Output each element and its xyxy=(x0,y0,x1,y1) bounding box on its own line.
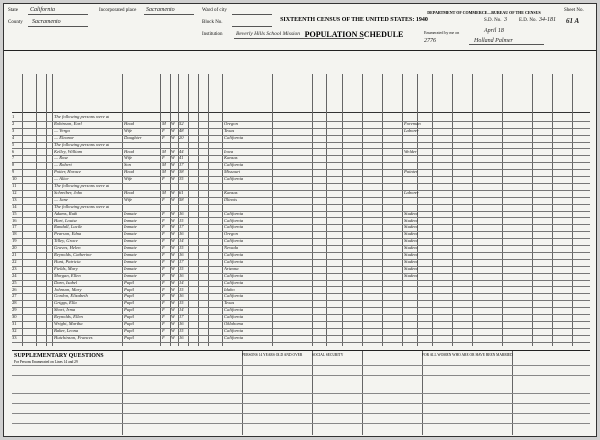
sex: F xyxy=(162,210,165,216)
age: 16 xyxy=(179,321,184,326)
supplementary-questions xyxy=(12,350,590,435)
sex: F xyxy=(162,334,165,340)
person-name: The following persons were at xyxy=(54,141,110,147)
birthplace: California xyxy=(224,279,244,285)
person-name: Hutchinson, Frances xyxy=(54,334,93,340)
row-line-number: 11 xyxy=(12,183,17,188)
person-name: Pearson, Edna xyxy=(54,231,82,237)
relationship: Pupil xyxy=(124,293,134,299)
relationship: Wife xyxy=(124,176,133,182)
age: 15 xyxy=(179,286,184,292)
person-name: — Jane xyxy=(54,196,68,202)
sex: M xyxy=(162,169,166,175)
age: 15 xyxy=(179,245,184,251)
population-table xyxy=(12,74,590,346)
enum-label: S.D. No. xyxy=(484,18,502,23)
ed-label: E.D. No. xyxy=(519,18,537,23)
relationship: Wife xyxy=(124,155,133,161)
relationship: Daughter xyxy=(124,134,142,140)
relationship: Wife xyxy=(124,196,133,202)
relationship: Inmate xyxy=(124,272,137,278)
birthplace: Oklahoma xyxy=(224,321,244,326)
person-name: Reynolds, Catherine xyxy=(54,252,92,257)
race: W xyxy=(171,134,175,140)
race: W xyxy=(171,307,175,313)
person-name: — Alice xyxy=(54,176,69,182)
table-row xyxy=(12,293,590,300)
row-line-number: 28 xyxy=(12,300,17,306)
birthplace: Idaho xyxy=(224,286,235,292)
sex: F xyxy=(162,300,165,306)
table-row xyxy=(12,224,590,231)
sex: F xyxy=(162,217,165,223)
person-name: Fields, Mary xyxy=(54,265,78,271)
sheet-label: Sheet No. xyxy=(564,8,584,13)
person-name: Hunt, Patricia xyxy=(54,258,81,264)
person-name: — Rose xyxy=(54,155,69,161)
sex: F xyxy=(162,196,165,202)
race: W xyxy=(171,321,175,326)
row-line-number: 4 xyxy=(12,134,15,140)
sex: F xyxy=(162,307,165,313)
city-label: Incorporated place xyxy=(99,8,137,13)
row-line-number: 14 xyxy=(12,203,17,209)
row-line-number: 26 xyxy=(12,286,17,292)
relationship: Pupil xyxy=(124,300,134,306)
birthplace: California xyxy=(224,162,244,168)
race: W xyxy=(171,217,175,223)
occupation: Foreman xyxy=(404,120,421,126)
enum-value: 3 xyxy=(504,17,507,23)
age: 17 xyxy=(179,162,184,168)
race: W xyxy=(171,189,175,195)
schedule-title: POPULATION SCHEDULE xyxy=(304,30,404,39)
birthplace: California xyxy=(224,327,244,333)
row-line-number: 6 xyxy=(12,148,15,154)
sex: F xyxy=(162,272,165,278)
relationship: Inmate xyxy=(124,224,137,230)
sheet-value: 61 A xyxy=(566,17,580,25)
age: 35 xyxy=(179,176,184,182)
birthplace: Kansas xyxy=(224,189,238,195)
relationship: Pupil xyxy=(124,286,134,292)
person-name: Gordon, Elizabeth xyxy=(54,293,88,299)
table-row xyxy=(12,335,590,342)
age: 41 xyxy=(179,155,184,161)
birthplace: California xyxy=(224,334,244,340)
occupation: Welder xyxy=(404,148,417,154)
table-row xyxy=(12,238,590,245)
state-label: State xyxy=(8,8,18,13)
person-name: Darn, Isabel xyxy=(54,279,78,285)
sex: F xyxy=(162,314,165,320)
row-line-number: 3 xyxy=(12,127,15,133)
supplementary-subtitle: For Persons Enumerated on Lines 14 and 29 xyxy=(14,360,78,364)
table-row xyxy=(12,259,590,266)
sex: F xyxy=(162,176,165,182)
birthplace: California xyxy=(224,258,244,264)
birthplace: Missouri xyxy=(224,169,241,175)
enum-date: April 18 xyxy=(484,28,504,34)
race: W xyxy=(171,169,175,175)
birthplace: California xyxy=(224,307,244,313)
table-row xyxy=(12,307,590,314)
relationship: Son xyxy=(124,162,131,168)
census-sheet: State California County Sacramento Incorporated place Sacramento Ward of city Block No. Institution Beverly Hills School Mission DEPARTMENT OF COMMERCE—BUREAU OF THE CENSUS SIXTEENTH CENSUS OF THE UNITED STATES: 1940 POPULATION SCHEDULE S.D. No. 3 E.D. No. 34-181 Sheet No. 61 A Enumerated by me on April 18 Holland Palmer 2776 1 The following persons were at 2 Robinson, Earl Head M W 52 Oregon Foreman 3 — Verga Wife F W 48 Texas Laborer 4 — Eleanor Daughter F W 20 California 5 The following persons were at 6 Kelley, William Head M W 44 Iowa Welder 7 — Rose Wife F W 41 Kansas 8 — Robert Son M W 17 California 9 Potter, Horace Head M W 38 Missouri Painter 10 — Alice Wife F W 35 California 11 The following persons were at 12 Schreiber, John Head M W 61 Kansas Laborer 13 — Jane Wife F W 58 Illinois 14 The following persons were at 15 Adams, Ruth Inmate F W 16 California Student 16 Hart, Louise Inmate F W 15 California Student 17 Randall, Lucile Inmate F W 17 California Student 18 Pearson, Edna Inmate F W 16 Oregon Student 19 Tilley, Grace Inmate F W 14 California Student 20 Graves, Helen Inmate F W 15 Nevada Student 21 Reynolds, Catherine Inmate F W 16 California Student 22 Hunt, Patricia Inmate F W 17 California Student 23 Fields, Mary Inmate F W 15 Arizona Student 24 Morgan, Ellen Inmate F W 16 California Student 25 Darn, Isabel Pupil F W 14 California 26 Johnson, Mary Pupil F W 15 Idaho 27 Gordon, Elizabeth Pupil F W 16 California 28 Griggs, Ella Pupil F W 15 Texas 29 Short, Irma Pupil F W 14 California 30 Reynolds, Ellen Pupil F W 17 California 31 Wright, Martha Pupil F W 16 Oklahoma 32 Baker, Leona Pupil F W 15 California 33 Hutchinson, Frances Pupil F W 16 California SUPPLEMENTARY QUESTIONS For Persons Enumerated on Lines 14 and 29 PERSONS 14 YEARS OLD AND OVER FOR ALL WOMEN WHO ARE OR HAVE BEEN MARRIED SOCIAL SECURITY xyxy=(3,3,597,437)
person-name: Hart, Louise xyxy=(54,217,78,223)
sex: F xyxy=(162,252,165,257)
table-row xyxy=(12,266,590,273)
race: W xyxy=(171,155,175,161)
sex: F xyxy=(162,224,165,230)
row-line-number: 18 xyxy=(12,231,17,237)
birthplace: California xyxy=(224,252,244,257)
city-value: Sacramento xyxy=(146,7,175,13)
age: 16 xyxy=(179,252,184,257)
row-line-number: 10 xyxy=(12,176,17,182)
institution-value: Beverly Hills School Mission xyxy=(236,31,301,37)
table-row xyxy=(12,183,590,190)
birthplace: California xyxy=(224,176,244,182)
sex: F xyxy=(162,155,165,161)
table-row xyxy=(12,190,590,197)
occupation: Student xyxy=(404,217,418,223)
sex: M xyxy=(162,120,166,126)
table-row xyxy=(12,197,590,204)
relationship: Inmate xyxy=(124,238,137,244)
birthplace: California xyxy=(224,293,244,299)
occupation: Student xyxy=(404,210,418,216)
person-name: — Verga xyxy=(54,127,70,133)
age: 17 xyxy=(179,314,184,320)
row-line-number: 23 xyxy=(12,265,17,271)
person-name: The following persons were at xyxy=(54,114,110,119)
table-row xyxy=(12,169,590,176)
sex: F xyxy=(162,231,165,237)
person-name: Johnson, Mary xyxy=(54,286,82,292)
race: W xyxy=(171,231,175,237)
race: W xyxy=(171,245,175,251)
sex: F xyxy=(162,286,165,292)
relationship: Inmate xyxy=(124,210,137,216)
person-name: Baker, Leona xyxy=(54,327,79,333)
birthplace: Nevada xyxy=(224,245,239,251)
row-line-number: 27 xyxy=(12,293,17,299)
table-row xyxy=(12,114,590,121)
ed-value: 34-181 xyxy=(539,17,556,23)
sex: F xyxy=(162,127,165,133)
relationship: Inmate xyxy=(124,258,137,264)
race: W xyxy=(171,314,175,320)
ward-label: Ward of city xyxy=(202,8,227,13)
person-name: Graves, Helen xyxy=(54,245,81,251)
table-row xyxy=(12,314,590,321)
sex: F xyxy=(162,238,165,244)
table-row xyxy=(12,176,590,183)
relationship: Pupil xyxy=(124,279,134,285)
census-title: SIXTEENTH CENSUS OF THE UNITED STATES: 1940 xyxy=(280,17,428,23)
race: W xyxy=(171,265,175,271)
age: 14 xyxy=(179,307,184,313)
row-line-number: 22 xyxy=(12,258,17,264)
row-line-number: 32 xyxy=(12,327,17,333)
relationship: Inmate xyxy=(124,245,137,251)
row-line-number: 19 xyxy=(12,238,17,244)
person-name: Griggs, Ella xyxy=(54,300,77,306)
age: 16 xyxy=(179,334,184,340)
race: W xyxy=(171,327,175,333)
sex: M xyxy=(162,162,166,168)
table-row xyxy=(12,300,590,307)
relationship: Inmate xyxy=(124,252,137,257)
person-name: The following persons were at xyxy=(54,203,110,209)
supp-section-3: SOCIAL SECURITY xyxy=(312,353,344,357)
race: W xyxy=(171,279,175,285)
sex: F xyxy=(162,265,165,271)
row-line-number: 13 xyxy=(12,196,17,202)
age: 16 xyxy=(179,231,184,237)
person-name: Wright, Martha xyxy=(54,321,83,326)
relationship: Wife xyxy=(124,127,133,133)
person-name: Morgan, Ellen xyxy=(54,272,81,278)
table-row xyxy=(12,128,590,135)
table-row xyxy=(12,245,590,252)
birthplace: Texas xyxy=(224,300,235,306)
occupation: Student xyxy=(404,245,418,251)
person-name: Randall, Lucile xyxy=(54,224,83,230)
relationship: Head xyxy=(124,120,134,126)
race: W xyxy=(171,196,175,202)
sex: F xyxy=(162,327,165,333)
sex: F xyxy=(162,321,165,326)
age: 58 xyxy=(179,196,184,202)
relationship: Head xyxy=(124,169,134,175)
occupation: Laborer xyxy=(404,127,419,133)
birthplace: California xyxy=(224,272,244,278)
row-line-number: 24 xyxy=(12,272,17,278)
birthplace: Oregon xyxy=(224,231,238,237)
table-row xyxy=(12,280,590,287)
row-line-number: 9 xyxy=(12,169,15,175)
relationship: Inmate xyxy=(124,217,137,223)
occupation: Student xyxy=(404,272,418,278)
age: 14 xyxy=(179,238,184,244)
person-name: Adams, Ruth xyxy=(54,210,78,216)
age: 15 xyxy=(179,217,184,223)
table-row xyxy=(12,204,590,211)
table-row xyxy=(12,218,590,225)
person-name: Schreiber, John xyxy=(54,189,83,195)
row-line-number: 25 xyxy=(12,279,17,285)
birthplace: California xyxy=(224,314,244,320)
person-name: — Eleanor xyxy=(54,134,75,140)
row-line-number: 30 xyxy=(12,314,17,320)
block-label: Block No. xyxy=(202,20,223,25)
race: W xyxy=(171,210,175,216)
table-row xyxy=(12,142,590,149)
birthplace: Oregon xyxy=(224,120,238,126)
race: W xyxy=(171,300,175,306)
row-line-number: 1 xyxy=(12,114,15,119)
age: 38 xyxy=(179,169,184,175)
age: 61 xyxy=(179,189,184,195)
age: 17 xyxy=(179,258,184,264)
county-label: County xyxy=(8,20,23,25)
age: 52 xyxy=(179,120,184,126)
table-row xyxy=(12,211,590,218)
table-row xyxy=(12,231,590,238)
occupation: Student xyxy=(404,231,418,237)
institution-label: Institution xyxy=(202,32,223,37)
occupation: Painter xyxy=(404,169,418,175)
sex: M xyxy=(162,148,166,154)
person-name: The following persons were at xyxy=(54,183,110,188)
age: 48 xyxy=(179,127,184,133)
row-line-number: 12 xyxy=(12,189,17,195)
table-row xyxy=(12,321,590,328)
race: W xyxy=(171,293,175,299)
birthplace: Arizona xyxy=(224,265,239,271)
race: W xyxy=(171,176,175,182)
person-name: — Robert xyxy=(54,162,72,168)
sex: F xyxy=(162,134,165,140)
person-name: Reynolds, Ellen xyxy=(54,314,83,320)
supp-section-2: FOR ALL WOMEN WHO ARE OR HAVE BEEN MARRIED xyxy=(422,353,513,357)
supp-section-1: PERSONS 14 YEARS OLD AND OVER xyxy=(242,353,303,357)
race: W xyxy=(171,148,175,154)
occupation: Laborer xyxy=(404,189,419,195)
relationship: Inmate xyxy=(124,265,137,271)
relationship: Pupil xyxy=(124,334,134,340)
occupation: Student xyxy=(404,252,418,257)
stamp-number: 2776 xyxy=(424,38,436,44)
sex: M xyxy=(162,189,166,195)
relationship: Inmate xyxy=(124,231,137,237)
county-value: Sacramento xyxy=(32,19,61,25)
birthplace: Illinois xyxy=(224,196,238,202)
row-line-number: 20 xyxy=(12,245,17,251)
birthplace: California xyxy=(224,217,244,223)
occupation: Student xyxy=(404,238,418,244)
birthplace: Kansas xyxy=(224,155,238,161)
age: 17 xyxy=(179,224,184,230)
birthplace: Texas xyxy=(224,127,235,133)
race: W xyxy=(171,286,175,292)
race: W xyxy=(171,224,175,230)
row-line-number: 17 xyxy=(12,224,17,230)
relationship: Pupil xyxy=(124,307,134,313)
table-row xyxy=(12,121,590,128)
table-row xyxy=(12,155,590,162)
row-line-number: 16 xyxy=(12,217,17,223)
age: 15 xyxy=(179,265,184,271)
table-row xyxy=(12,328,590,335)
occupation: Student xyxy=(404,258,418,264)
age: 44 xyxy=(179,148,184,154)
age: 16 xyxy=(179,210,184,216)
enumerator-name: Holland Palmer xyxy=(474,38,513,44)
relationship: Pupil xyxy=(124,314,134,320)
occupation: Student xyxy=(404,224,418,230)
relationship: Pupil xyxy=(124,321,134,326)
age: 20 xyxy=(179,134,184,140)
table-row xyxy=(12,252,590,259)
sex: F xyxy=(162,245,165,251)
birthplace: California xyxy=(224,134,244,140)
relationship: Head xyxy=(124,189,134,195)
person-name: Kelley, William xyxy=(54,148,83,154)
row-line-number: 31 xyxy=(12,321,17,326)
row-line-number: 2 xyxy=(12,120,15,126)
age: 14 xyxy=(179,279,184,285)
age: 15 xyxy=(179,327,184,333)
row-line-number: 15 xyxy=(12,210,17,216)
race: W xyxy=(171,238,175,244)
race: W xyxy=(171,334,175,340)
age: 16 xyxy=(179,272,184,278)
person-name: Short, Irma xyxy=(54,307,76,313)
race: W xyxy=(171,127,175,133)
race: W xyxy=(171,272,175,278)
birthplace: California xyxy=(224,210,244,216)
supplementary-title: SUPPLEMENTARY QUESTIONS xyxy=(14,353,104,359)
sex: F xyxy=(162,293,165,299)
sex: F xyxy=(162,258,165,264)
dept-title: DEPARTMENT OF COMMERCE—BUREAU OF THE CENSUS xyxy=(427,10,541,15)
birthplace: Iowa xyxy=(224,148,234,154)
row-line-number: 21 xyxy=(12,252,17,257)
birthplace: California xyxy=(224,238,244,244)
person-name: Robinson, Earl xyxy=(54,120,82,126)
race: W xyxy=(171,162,175,168)
relationship: Head xyxy=(124,148,134,154)
sex: F xyxy=(162,279,165,285)
row-line-number: 29 xyxy=(12,307,17,313)
race: W xyxy=(171,258,175,264)
occupation: Student xyxy=(404,265,418,271)
age: 15 xyxy=(179,300,184,306)
row-line-number: 5 xyxy=(12,141,15,147)
race: W xyxy=(171,120,175,126)
table-row xyxy=(12,149,590,156)
row-line-number: 8 xyxy=(12,162,15,168)
race: W xyxy=(171,252,175,257)
row-line-number: 7 xyxy=(12,155,15,161)
table-row xyxy=(12,162,590,169)
state-value: California xyxy=(30,7,56,13)
person-name: Potter, Horace xyxy=(54,169,82,175)
table-row xyxy=(12,287,590,294)
person-name: Tilley, Grace xyxy=(54,238,78,244)
relationship: Pupil xyxy=(124,327,134,333)
table-row xyxy=(12,273,590,280)
column-headers xyxy=(12,74,590,113)
row-line-number: 33 xyxy=(12,334,17,340)
age: 16 xyxy=(179,293,184,299)
birthplace: California xyxy=(224,224,244,230)
table-row xyxy=(12,135,590,142)
